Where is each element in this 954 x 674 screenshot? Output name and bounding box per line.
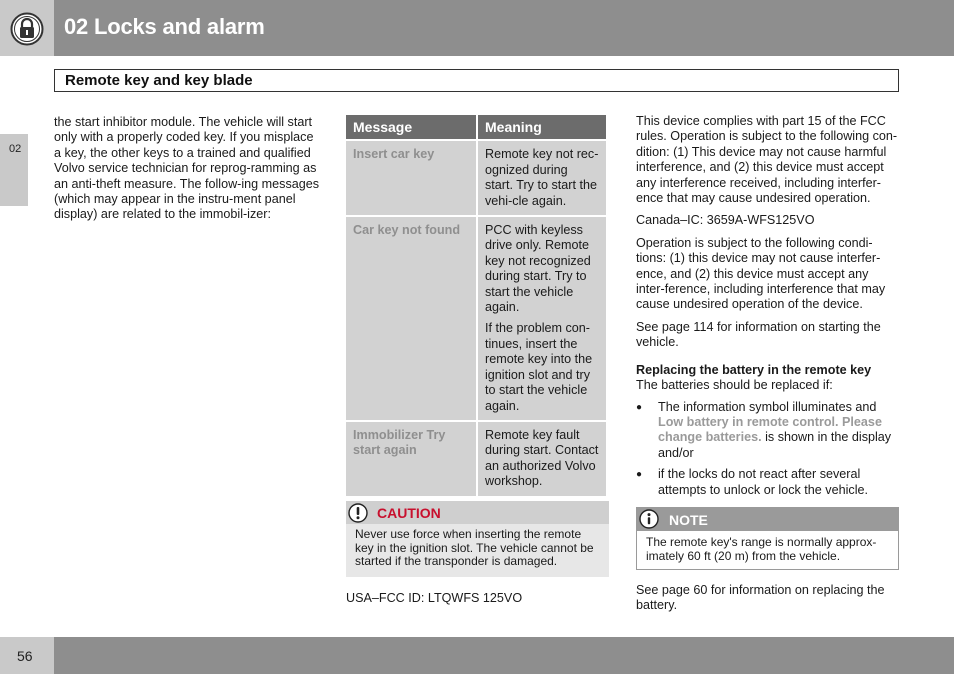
- caution-text: Never use force when inserting the remote key in the ignition slot. The vehicle cannot be started if the transponder is damaged.: [355, 527, 594, 569]
- meaning-text: Remote key not rec-ognized during start. Try to start the vehi-cle again.: [485, 147, 599, 208]
- note-box: [636, 507, 899, 570]
- column-header-meaning: Meaning: [477, 115, 607, 140]
- exclamation-icon: [348, 503, 368, 523]
- display-message-text: Low battery in remote control. Please change batteries.: [658, 414, 882, 445]
- message-cell: Immobilizer Try start again: [346, 421, 477, 497]
- message-cell: Insert car key: [346, 140, 477, 216]
- battery-intro-text: The batteries should be replaced if:: [636, 378, 833, 393]
- header-icon-box: [0, 0, 54, 56]
- footer-bar: [0, 637, 954, 674]
- column-header-message: Message: [346, 115, 477, 140]
- battery-bullet-list: [636, 400, 900, 498]
- caution-label: CAUTION: [377, 505, 441, 521]
- see-page-114-text: See page 114 for information on starting the vehicle.: [636, 319, 881, 350]
- message-cell: Car key not found: [346, 216, 477, 421]
- table-row: [346, 216, 607, 421]
- table-row: [346, 421, 607, 497]
- fcc-id-text: USA–FCC ID: LTQWFS 125VO: [346, 591, 523, 605]
- canada-ic-text: Canada–IC: 3659A-WFS125VO: [636, 213, 815, 228]
- caution-box: [346, 501, 609, 577]
- list-item: [636, 400, 900, 462]
- note-label: NOTE: [669, 512, 708, 528]
- see-page-60-text: See page 60 for information on replacing the battery.: [636, 583, 885, 613]
- meaning-cell: [477, 216, 607, 421]
- padlock-icon: [10, 12, 44, 46]
- meaning-text: PCC with keyless drive only. Remote key not recognized during start. Try to start the vehicle again.: [485, 223, 591, 315]
- bullet-text: is shown in the display and/or: [658, 430, 892, 460]
- immobilizer-message-table: [346, 115, 608, 498]
- fcc-compliance-paragraph: This device complies with part 15 of the FCC rules. Operation is subject to the following con-dition: (1) This device may not cause harmful interference, and (2) this device must accept any interference received, including interfer-ence that may cause undesired operation.: [636, 114, 898, 206]
- table-header-row: [346, 115, 607, 140]
- chapter-tab-label: 02: [9, 143, 22, 155]
- meaning-cell: [477, 140, 607, 216]
- right-column: [636, 114, 900, 504]
- battery-subheading: Replacing the battery in the remote key: [636, 362, 872, 377]
- list-item: [636, 467, 900, 498]
- meaning-text: Remote key fault during start. Contact an authorized Volvo workshop.: [485, 427, 599, 489]
- bullet-text: The information symbol illuminates and: [658, 399, 877, 414]
- page-number: 56: [17, 648, 33, 664]
- note-header: [637, 508, 898, 531]
- bullet-text: if the locks do not react after several attempts to unlock or lock the vehicle.: [658, 467, 868, 497]
- operation-conditions-paragraph: Operation is subject to the following condi-tions: (1) this device may not cause interfer-ence, and (2) this device must accept any inter-ference, including interference that may cause undesired operation of the device.: [636, 235, 886, 312]
- intro-paragraph: the start inhibitor module. The vehicle will start only with a properly coded key. If you misplace a key, the other keys to a trained and qualified Volvo service technician for reprog-ramming as an anti-theft measure. The follow-ing messages (which may appear in the instru-ment panel display) are related to the immobil-izer:: [54, 115, 320, 222]
- info-icon: [639, 509, 659, 529]
- caution-header: [346, 501, 609, 524]
- chapter-title: 02 Locks and alarm: [64, 14, 265, 39]
- note-text: The remote key's range is normally approx-imately 60 ft (20 m) from the vehicle.: [646, 535, 877, 563]
- meaning-cell: [477, 421, 607, 497]
- meaning-text: If the problem con-tinues, insert the remote key into the ignition slot and try to start the vehicle again.: [485, 321, 593, 413]
- section-title: Remote key and key blade: [54, 69, 899, 92]
- table-row: [346, 140, 607, 216]
